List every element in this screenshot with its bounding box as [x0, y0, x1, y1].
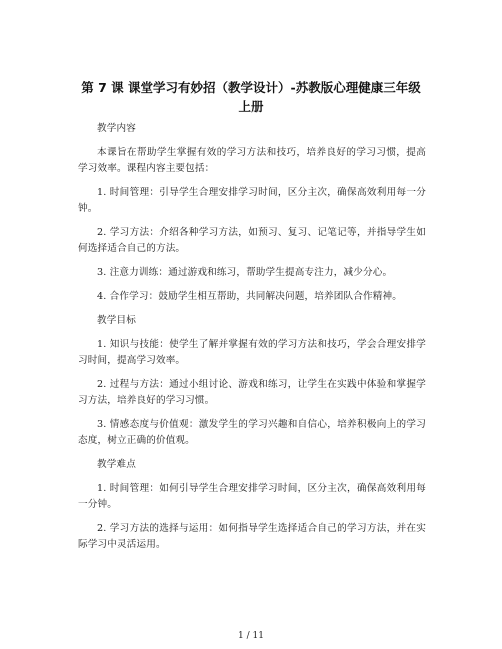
list-item: 1. 时间管理：如何引导学生合理安排学习时间，区分主次，确保高效利用每一分钟。	[78, 483, 426, 510]
list-item: 4. 合作学习：鼓励学生相互帮助，共同解决问题，培养团队合作精神。	[97, 291, 402, 302]
document-title: 第 7 课 课堂学习有妙招（教学设计）-苏教版心理健康三年级上册	[81, 80, 421, 114]
section-heading-objectives: 教学目标	[97, 315, 136, 326]
list-item: 2. 学习方法的选择与运用：如何指导学生选择适合自己的学习方法，并在实际学习中灵活运用。	[78, 523, 426, 550]
document-body	[78, 121, 426, 561]
list-item: 3. 情感态度与价值观：激发学生的学习兴趣和自信心，培养积极向上的学习态度，树立正确的价值观。	[78, 419, 426, 446]
list-item: 1. 时间管理：引导学生合理安排学习时间，区分主次，确保高效利用每一分钟。	[78, 187, 426, 214]
paragraph: 本课旨在帮助学生掌握有效的学习方法和技巧，培养良好的学习习惯，提高学习效率。课程内容主要包括：	[78, 147, 426, 174]
list-item: 1. 知识与技能：使学生了解并掌握有效的学习方法和技巧，学会合理安排学习时间，提高学习效率。	[78, 339, 426, 366]
page-number: 1 / 11	[238, 631, 264, 641]
list-item: 2. 学习方法：介绍各种学习方法，如预习、复习、记笔记等，并指导学生如何选择适合自己的方法。	[78, 227, 426, 254]
section-heading-difficulties: 教学难点	[97, 459, 136, 470]
section-heading-content: 教学内容	[97, 123, 136, 134]
list-item: 3. 注意力训练：通过游戏和练习，帮助学生提高专注力，减少分心。	[97, 267, 393, 278]
list-item: 2. 过程与方法：通过小组讨论、游戏和练习，让学生在实践中体验和掌握学习方法，培养良好的学习习惯。	[78, 379, 426, 406]
